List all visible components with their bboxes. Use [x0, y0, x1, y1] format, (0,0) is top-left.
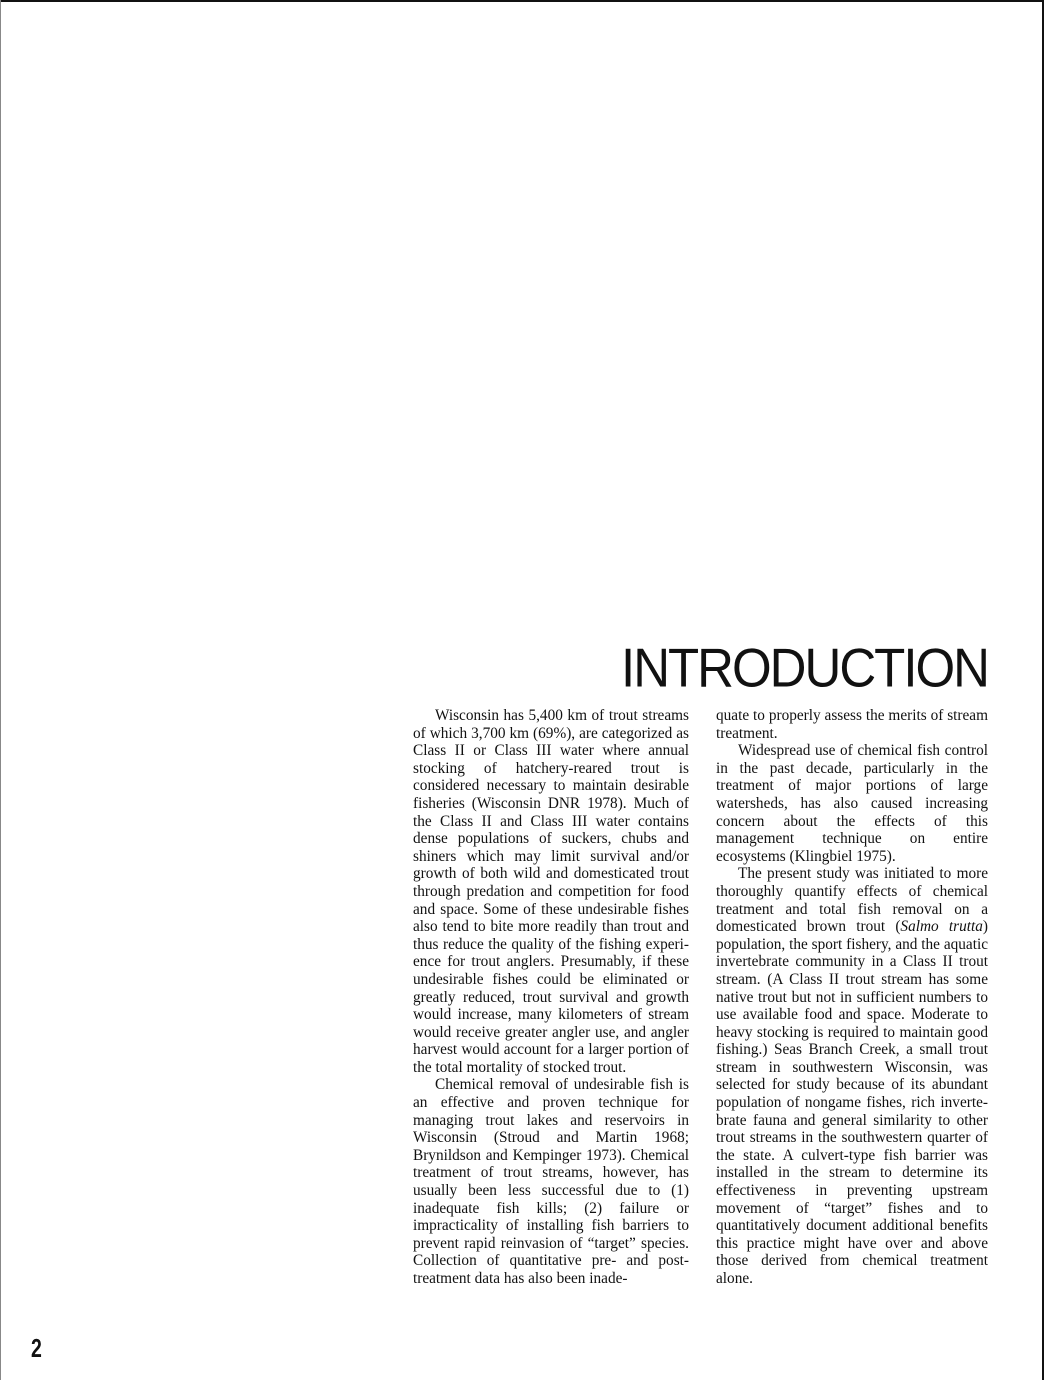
- text-column-right: [716, 707, 988, 1288]
- paragraph: Widespread use of chemical fish control in the past decade, particularly in the treatment of major portions of large watersheds, has also caused increasing concern about the effects of this management technique on entire ecosystems (Klingbiel 1975).: [716, 742, 988, 865]
- paragraph: [716, 865, 988, 1287]
- paragraph-text: The present study was initiated to more thoroughly quantify effects of chemical treatment and total fish removal on a domesticated brown trout (: [716, 865, 988, 936]
- species-name: Salmo trutta: [900, 918, 983, 936]
- page-number: 2: [31, 1333, 42, 1363]
- page-edge-top: [0, 0, 1044, 2]
- section-heading: INTRODUCTION: [621, 636, 988, 699]
- paragraph: Chemical removal of undesirable fish is an effective and proven technique for managing trout lakes and reservoirs in Wisconsin (Stroud and Martin 1968; Brynildson and Kempinger 1973). Chemical treatment of trout streams, however, has usually been less successful due to (1) inadequate fish kills; (2) failure or impracticality of installing fish barriers to prevent rapid reinvasion of “target” species. Collection of quantitative pre- and post-treatment data has also been inade-: [413, 1076, 689, 1287]
- paragraph-continuation: quate to properly assess the merits of stream treatment.: [716, 707, 988, 742]
- paragraph: Wisconsin has 5,400 km of trout streams of which 3,700 km (69%), are categorized as Class II or Class III water where annual stocking of hatchery-reared trout is considered necessary to maintain desirable fisheries (Wisconsin DNR 1978). Much of the Class II and Class III water contains dense populations of suckers, chubs and shiners which may limit survival and/or growth of both wild and domesticated trout through predation and competition for food and space. Some of these undesirable fishes also tend to bite more readily than trout and thus reduce the quality of the fishing experience for trout anglers. Presumably, if these undesirable fishes could be eliminated or greatly reduced, trout survival and growth would increase, many kilometers of stream would receive greater angler use, and angler harvest would account for a larger portion of the total mortality of stocked trout.: [413, 707, 689, 1076]
- paragraph-text: ) population, the sport fishery, and the aquatic invertebrate community in a Class II trout stream. (A Class II trout stream has some native trout but not in sufficient numbers to use available food and space. Moderate to heavy stocking is required to maintain good fishing.) Seas Branch Creek, a small trout stream in southwestern Wisconsin, was selected for study because of its abundant population of nongame fishes, rich invertebrate fauna and general similarity to other trout streams in the southwestern quarter of the state. A culvert-type fish barrier was installed in the stream to determine its effectiveness in preventing upstream movement of “target” fishes and to quantitatively document additional benefits this practice might have over and above those derived from chemical treatment alone.: [716, 918, 988, 1287]
- page-edge-left: [0, 0, 1, 1380]
- text-column-left: [413, 707, 689, 1288]
